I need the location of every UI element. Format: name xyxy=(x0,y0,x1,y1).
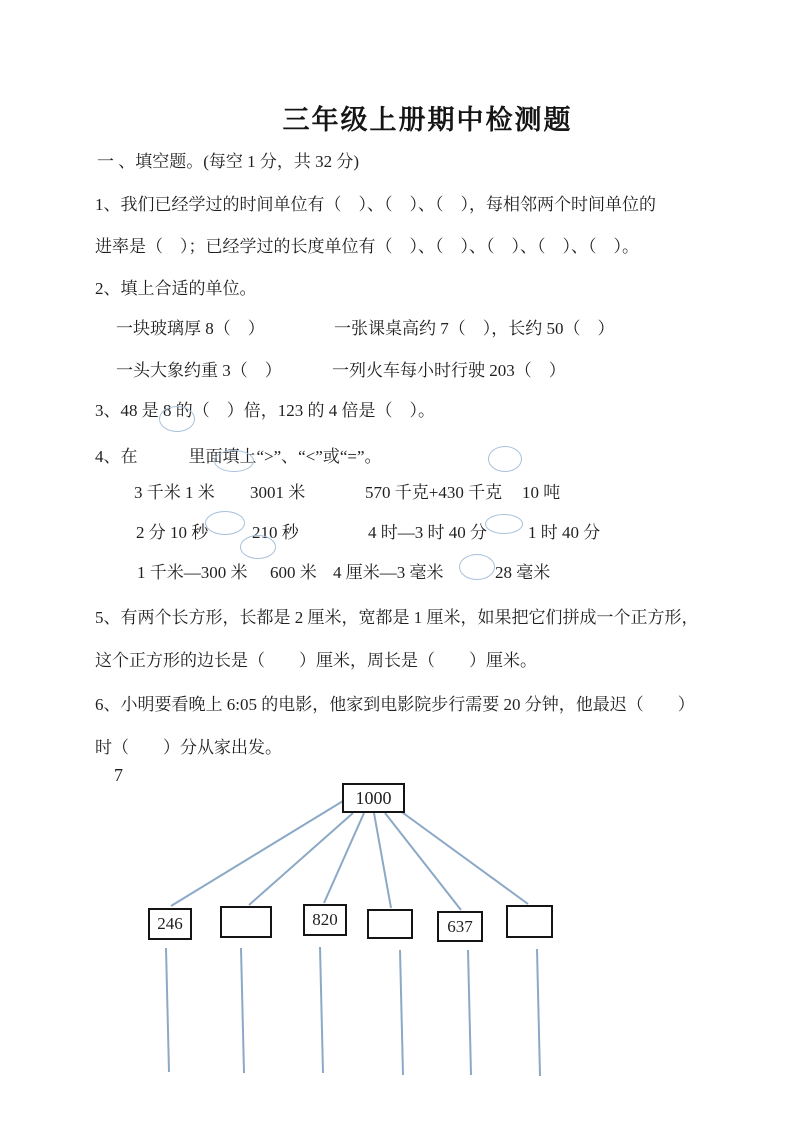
answer-circle xyxy=(488,446,522,472)
number-box: 246 xyxy=(148,908,192,940)
connector-line xyxy=(385,813,461,910)
connector-line xyxy=(537,949,540,1076)
compare-item: 210 秒 xyxy=(252,523,299,542)
number-box-root: 1000 xyxy=(342,783,405,813)
compare-item: 4 厘米—3 毫米 xyxy=(333,563,444,582)
compare-item: 10 吨 xyxy=(522,483,561,502)
connector-line xyxy=(324,813,364,903)
answer-circle xyxy=(214,450,254,472)
connector-line xyxy=(399,810,528,904)
number-box xyxy=(367,909,413,939)
question-5-line-2: 这个正方形的边长是（ ）厘米，周长是（ ）厘米。 xyxy=(95,651,537,670)
connector-line xyxy=(400,950,403,1075)
question-2-stem: 2、填上合适的单位。 xyxy=(95,279,257,298)
compare-item: 600 米 xyxy=(270,563,317,582)
number-box xyxy=(220,906,272,938)
compare-item: 3001 米 xyxy=(250,483,306,502)
question-6-line-1: 6、小明要看晚上 6:05 的电影，他家到电影院步行需要 20 分钟，他最迟（ ） xyxy=(95,695,695,714)
question-2-item: 一头大象约重 3（ ） xyxy=(116,361,282,380)
answer-circle xyxy=(240,535,276,559)
question-1-line-1: 1、我们已经学过的时间单位有（ ）、（ ）、（ ），每相邻两个时间单位的 xyxy=(95,195,656,214)
question-5-line-1: 5、有两个长方形，长都是 2 厘米，宽都是 1 厘米，如果把它们拼成一个正方形， xyxy=(95,608,699,627)
answer-circle xyxy=(159,406,195,432)
number-box xyxy=(506,905,553,938)
compare-item: 28 毫米 xyxy=(495,563,551,582)
number-box: 820 xyxy=(303,904,347,936)
question-6-line-2: 时（ ）分从家出发。 xyxy=(95,738,282,757)
compare-item: 2 分 10 秒 xyxy=(136,523,209,542)
page-title: 三年级上册期中检测题 xyxy=(282,105,573,135)
question-7-label: 7 xyxy=(114,765,123,785)
connector-line xyxy=(249,813,353,905)
question-3-text: 3、48 是 8 的（ ）倍，123 的 4 倍是（ ）。 xyxy=(95,401,435,420)
question-2-item: 一块玻璃厚 8（ ） xyxy=(116,319,265,338)
answer-circle xyxy=(205,511,245,535)
question-2-item: 一列火车每小时行驶 203（ ） xyxy=(332,361,566,380)
question-4-stem: 4、在 里面填上“>”、“<”或“=”。 xyxy=(95,447,382,466)
question-1-line-2: 进率是（ ）；已经学过的长度单位有（ ）、（ ）、（ ）、（ ）、（ ）。 xyxy=(95,237,639,256)
compare-item: 1 千米—300 米 xyxy=(137,563,248,582)
answer-circle xyxy=(485,514,523,534)
connector-line xyxy=(166,948,169,1072)
answer-circle xyxy=(459,554,495,580)
number-box: 637 xyxy=(437,911,483,942)
section-heading: 一 、填空题。(每空 1 分，共 32 分) xyxy=(97,152,360,171)
compare-item: 3 千米 1 米 xyxy=(134,483,215,502)
connector-line xyxy=(374,813,391,908)
compare-item: 4 时—3 时 40 分 xyxy=(368,523,487,542)
connector-line xyxy=(320,947,323,1073)
compare-item: 570 千克+430 千克 xyxy=(365,483,503,502)
connector-line xyxy=(171,801,343,906)
question-2-item: 一张课桌高约 7（ ），长约 50（ ） xyxy=(334,319,615,338)
compare-item: 1 时 40 分 xyxy=(528,523,601,542)
connector-line xyxy=(241,948,244,1073)
connector-line xyxy=(468,950,471,1075)
